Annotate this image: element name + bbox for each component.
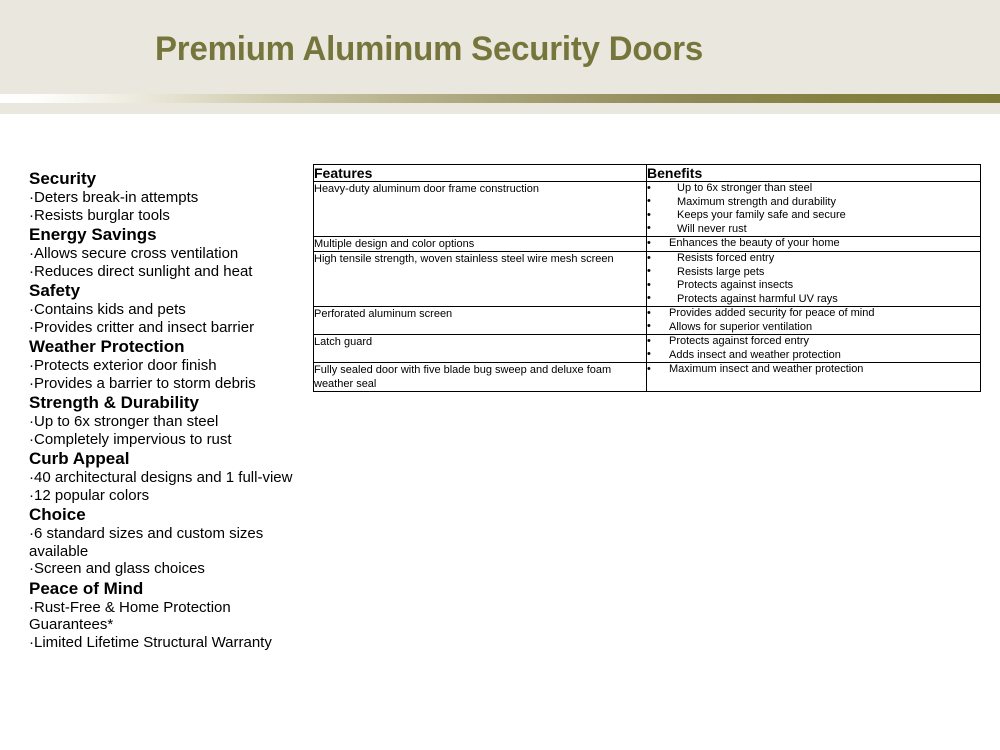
benefit-list-item <box>647 182 980 196</box>
bullet-dot-icon: · <box>29 633 34 651</box>
benefit-list-item <box>647 321 980 335</box>
benefit-list-item-label: Protects against forced entry <box>669 335 810 347</box>
bullet-dot-icon: • <box>647 320 651 332</box>
benefit-list-item-label: Up to 6x stronger than steel <box>677 182 813 194</box>
bullet-dot-icon: · <box>29 318 34 336</box>
outline-bullet-label: Provides a barrier to storm debris <box>34 374 256 392</box>
benefit-cell <box>647 237 981 252</box>
table-row <box>314 252 981 307</box>
benefit-list-item-label: Allows for superior ventilation <box>669 320 813 333</box>
outline-heading: Security <box>29 169 97 188</box>
outline-bullet-label: Provides critter and insect barrier <box>34 318 255 336</box>
outline-heading: Curb Appeal <box>29 449 130 468</box>
outline-bullet <box>29 207 297 225</box>
benefit-list-item-label: Maximum strength and durability <box>677 195 836 208</box>
features-benefits-table <box>313 164 981 392</box>
benefit-list-item <box>647 237 980 251</box>
outline-bullet-label: Screen and glass choices <box>34 560 205 577</box>
header-divider-rule <box>0 94 1000 103</box>
bullet-dot-icon: · <box>29 245 34 262</box>
bullet-dot-icon: • <box>647 195 651 207</box>
feature-cell: Fully sealed door with five blade bug sweep and deluxe foam weather seal <box>314 363 647 392</box>
benefit-list-item-label: Keeps your family safe and secure <box>677 209 846 221</box>
bullet-dot-icon: • <box>647 362 651 375</box>
bullet-dot-icon: • <box>647 306 651 319</box>
outline-bullet-label: Deters break-in attempts <box>34 189 199 206</box>
outline-bullet <box>29 525 297 560</box>
outline-bullet-label: Reduces direct sunlight and heat <box>34 262 253 280</box>
benefits-outline-list <box>29 168 297 651</box>
bullet-dot-icon: · <box>29 413 34 430</box>
table-row <box>314 307 981 335</box>
outline-bullet <box>29 431 297 449</box>
benefit-list-item-label: Enhances the beauty of your home <box>669 237 840 249</box>
bullet-dot-icon: • <box>647 292 651 304</box>
bullet-dot-icon: · <box>29 374 34 392</box>
benefit-list <box>647 335 980 362</box>
outline-bullet-label: Limited Lifetime Structural Warranty <box>34 633 272 651</box>
table-body <box>314 182 981 392</box>
outline-heading: Choice <box>29 505 86 524</box>
outline-bullet <box>29 634 297 652</box>
bullet-dot-icon: · <box>29 598 34 616</box>
bullet-dot-icon: · <box>29 486 34 504</box>
outline-bullet-label: Completely impervious to rust <box>34 430 232 448</box>
benefit-list-item-label: Maximum insect and weather protection <box>669 363 864 375</box>
benefit-list-item-label: Resists forced entry <box>677 252 775 264</box>
outline-bullet <box>29 413 297 431</box>
benefit-list-item <box>647 307 980 321</box>
outline-bullet <box>29 245 297 263</box>
outline-bullet-label: 6 standard sizes and custom sizes available <box>29 525 264 560</box>
benefit-list-item <box>647 363 980 377</box>
bullet-dot-icon: · <box>29 469 34 486</box>
benefit-list-item-label: Adds insect and weather protection <box>669 348 841 361</box>
benefit-cell <box>647 252 981 307</box>
bullet-dot-icon: · <box>29 262 34 280</box>
table-row <box>314 363 981 392</box>
bullet-dot-icon: · <box>29 430 34 448</box>
benefit-cell <box>647 307 981 335</box>
benefit-list-item-label: Will never rust <box>677 222 747 235</box>
bullet-dot-icon: · <box>29 301 34 318</box>
benefit-list <box>647 237 980 251</box>
bullet-dot-icon: • <box>647 181 651 194</box>
outline-heading: Peace of Mind <box>29 578 144 598</box>
table-row <box>314 237 981 252</box>
benefit-cell <box>647 363 981 392</box>
benefit-list-item <box>647 196 980 210</box>
column-header-benefits: Benefits <box>647 165 981 182</box>
benefit-list <box>647 182 980 236</box>
outline-bullet <box>29 560 297 578</box>
outline-bullet-label: 40 architectural designs and 1 full-view <box>34 469 293 486</box>
benefit-list-item <box>647 209 980 223</box>
benefit-list-item <box>647 266 980 280</box>
bullet-dot-icon: • <box>647 278 651 291</box>
outline-bullet-label: Rust-Free & Home Protection Guarantees* <box>29 598 231 633</box>
bullet-dot-icon: • <box>647 236 651 249</box>
feature-cell: High tensile strength, woven stainless steel wire mesh screen <box>314 252 647 307</box>
header-divider-fade <box>0 103 1000 114</box>
benefit-list-item <box>647 293 980 307</box>
feature-cell: Perforated aluminum screen <box>314 307 647 335</box>
benefit-list-item <box>647 279 980 293</box>
outline-bullet-label: 12 popular colors <box>34 486 150 504</box>
bullet-dot-icon: · <box>29 357 34 374</box>
page-title: Premium Aluminum Security Doors <box>155 30 704 68</box>
outline-bullet-label: Allows secure cross ventilation <box>34 245 239 262</box>
outline-bullet <box>29 319 297 337</box>
outline-bullet-label: Resists burglar tools <box>34 206 170 224</box>
feature-cell: Multiple design and color options <box>314 237 647 252</box>
outline-heading: Strength & Durability <box>29 393 200 412</box>
outline-bullet <box>29 599 297 634</box>
outline-heading: Energy Savings <box>29 225 157 244</box>
benefit-list-item-label: Resists large pets <box>677 265 765 278</box>
bullet-dot-icon: • <box>647 265 651 277</box>
bullet-dot-icon: • <box>647 334 651 347</box>
benefit-list <box>647 252 980 306</box>
outline-bullet <box>29 375 297 393</box>
bullet-dot-icon: · <box>29 525 34 542</box>
table-header <box>314 165 981 182</box>
outline-bullet <box>29 263 297 281</box>
table-header-row <box>314 165 981 182</box>
benefit-list <box>647 363 980 377</box>
feature-cell: Heavy-duty aluminum door frame construction <box>314 182 647 237</box>
bullet-dot-icon: · <box>29 206 34 224</box>
column-header-features: Features <box>314 165 647 182</box>
table-row <box>314 182 981 237</box>
benefit-list-item-label: Protects against harmful UV rays <box>677 292 838 305</box>
bullet-dot-icon: • <box>647 348 651 360</box>
benefit-list <box>647 307 980 334</box>
outline-bullet <box>29 189 297 207</box>
benefit-list-item-label: Protects against insects <box>677 279 794 291</box>
bullet-dot-icon: • <box>647 251 651 264</box>
outline-heading: Weather Protection <box>29 337 185 356</box>
outline-bullet-label: Protects exterior door finish <box>34 357 217 374</box>
outline-bullet <box>29 487 297 505</box>
bullet-dot-icon: • <box>647 222 651 234</box>
benefit-list-item <box>647 252 980 266</box>
outline-bullet-label: Contains kids and pets <box>34 301 186 318</box>
benefit-list-item-label: Provides added security for peace of mind <box>669 307 875 319</box>
benefit-cell <box>647 182 981 237</box>
bullet-dot-icon: • <box>647 208 651 221</box>
outline-bullet <box>29 469 297 487</box>
benefit-list-item <box>647 349 980 363</box>
outline-bullet <box>29 301 297 319</box>
table-row <box>314 335 981 363</box>
benefit-cell <box>647 335 981 363</box>
feature-cell: Latch guard <box>314 335 647 363</box>
benefit-list-item <box>647 223 980 237</box>
outline-heading: Safety <box>29 281 81 300</box>
bullet-dot-icon: · <box>29 189 34 206</box>
bullet-dot-icon: · <box>29 560 34 577</box>
outline-bullet <box>29 357 297 375</box>
benefit-list-item <box>647 335 980 349</box>
outline-bullet-label: Up to 6x stronger than steel <box>34 413 219 430</box>
